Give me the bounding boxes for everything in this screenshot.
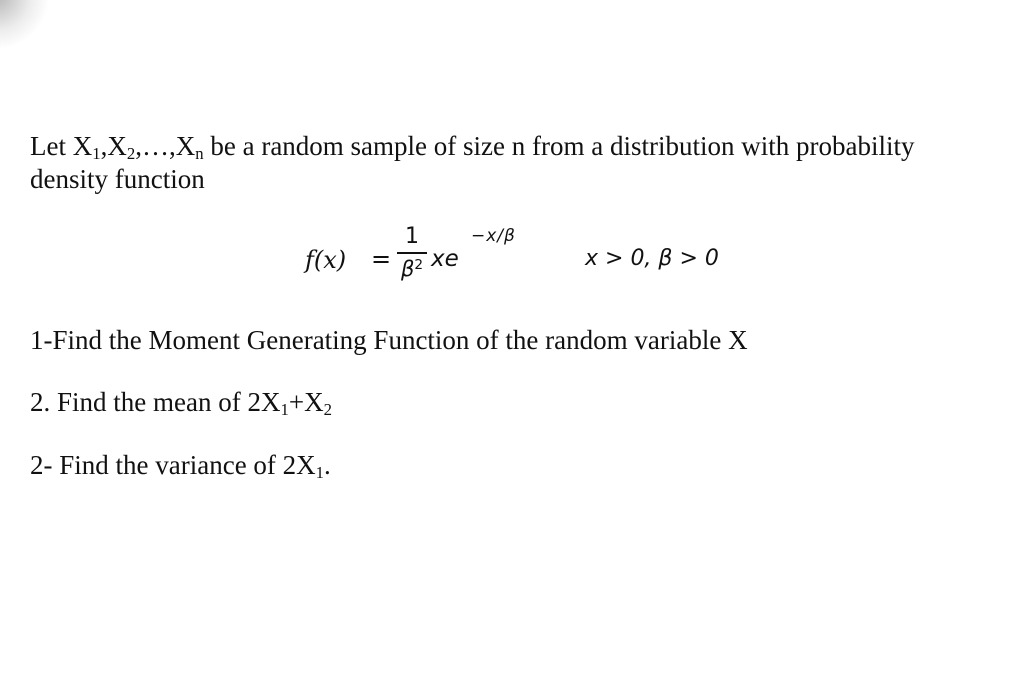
subscript-2: 2: [126, 144, 136, 164]
formula-body: xe: [431, 246, 459, 272]
question-2-sub-2: 2: [323, 400, 332, 420]
question-2: [30, 387, 332, 418]
question-2-mid: +X: [288, 387, 324, 417]
question-1: 1-Find the Moment Generating Function of the random variable X: [30, 325, 748, 355]
question-3-sub-1: 1: [315, 463, 325, 483]
question-2-prefix: 2. Find the mean of 2X: [30, 387, 281, 417]
corner-shadow: [0, 0, 50, 50]
fraction-denominator: [397, 256, 427, 282]
denominator-base: β: [400, 257, 415, 281]
question-3: [30, 450, 331, 481]
problem-intro: [30, 130, 990, 196]
question-3-suffix: .: [324, 450, 331, 480]
formula-condition: x > 0, β > 0: [585, 246, 719, 271]
question-3-prefix: 2- Find the variance of 2X: [30, 450, 316, 480]
fraction-bar: [397, 252, 427, 254]
subscript-n: n: [195, 144, 204, 164]
intro-text-start: Let X: [30, 131, 93, 161]
denominator-power: 2: [414, 257, 424, 274]
formula-equals: =: [371, 245, 392, 273]
formula-lhs: f(x): [305, 246, 347, 274]
subscript-1: 1: [92, 144, 101, 164]
formula-fraction: [397, 224, 427, 282]
density-formula: [305, 222, 765, 292]
question-2-sub-1: 1: [280, 400, 289, 420]
formula-exponent: −x/β: [471, 226, 516, 246]
fraction-numerator: 1: [405, 224, 419, 249]
intro-sep-2: ,…,X: [135, 131, 196, 161]
intro-sep-1: ,X: [100, 131, 127, 161]
intro-text-end: be a random sample of size n from a distribution with probability density function: [30, 131, 915, 194]
